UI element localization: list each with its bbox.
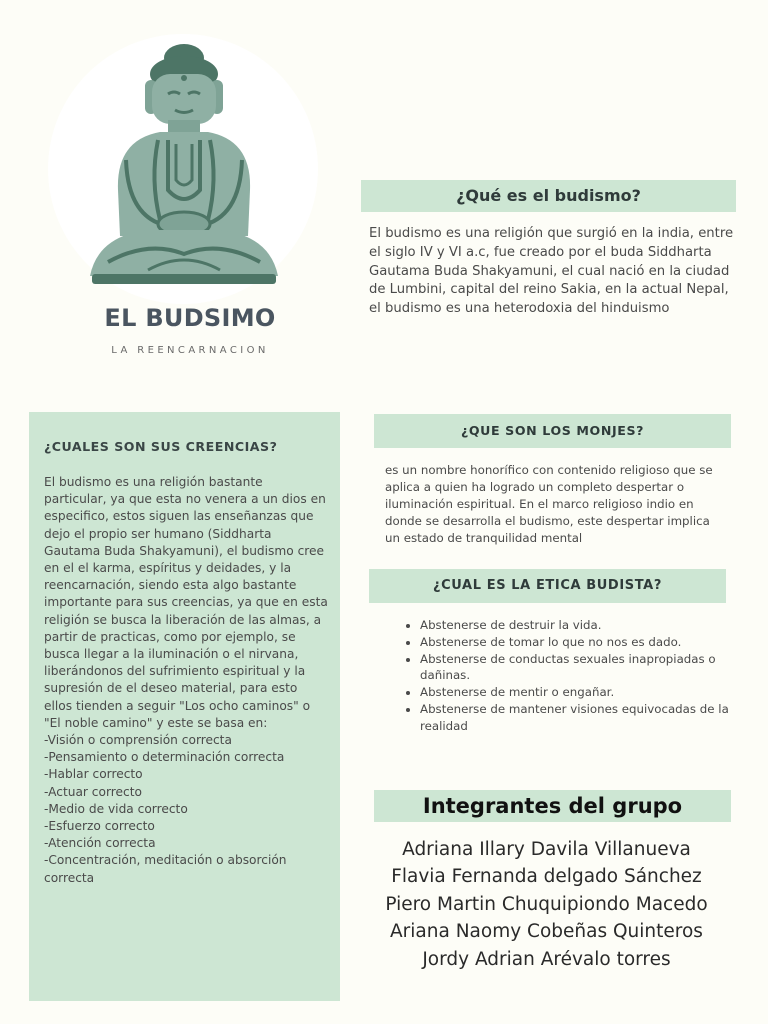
monjes-heading: ¿QUE SON LOS MONJES? bbox=[374, 414, 731, 448]
list-item: • Abstenerse de tomar lo que no nos es dado. bbox=[420, 634, 740, 651]
member-name: Adriana Illary Davila Villanueva bbox=[402, 839, 691, 860]
list-item: • Abstenerse de mentir o engañar. bbox=[420, 684, 740, 701]
list-item: • Abstenerse de destruir la vida. bbox=[420, 617, 740, 634]
que-es-heading: ¿Qué es el budismo? bbox=[361, 180, 736, 212]
etica-heading: ¿CUAL ES LA ETICA BUDISTA? bbox=[369, 569, 726, 603]
page-title: EL BUDSIMO bbox=[104, 304, 276, 332]
member-name: Piero Martin Chuquipiondo Macedo bbox=[385, 893, 708, 915]
member-name: Jordy Adrian Arévalo torres bbox=[422, 948, 671, 970]
list-item: • Abstenerse de conductas sexuales inapropiadas o dañinas. bbox=[420, 651, 740, 685]
que-es-paragraph: El budismo es una religión que surgió en la india, entre el siglo IV y VI a.c, fue creado por el buda Siddharta Gautama Buda Shakyamuni, el cual nació en la ciudad de Lumbini, capital del reino Sakia, en la actual Nepal, el budismo es una heterodoxia del hinduismo bbox=[369, 226, 734, 317]
member-name: Ariana Naomy Cobeñas Quinteros bbox=[390, 921, 703, 943]
monjes-paragraph: es un nombre honorífico con contenido religioso que se aplica a quien ha logrado un completo despertar o iluminación espiritual. En el marco religioso indio en donde se desarrolla el budismo, este despertar implica un estado de tranquilidad mental bbox=[385, 463, 713, 545]
page-subtitle: LA REENCARNACION bbox=[111, 345, 269, 356]
buddha-statue-icon bbox=[88, 40, 280, 284]
list-item: • Abstenerse de mantener visiones equivocadas de la realidad bbox=[420, 701, 740, 735]
grupo-heading: Integrantes del grupo bbox=[374, 790, 731, 822]
creencias-heading: ¿CUALES SON SUS CREENCIAS? bbox=[44, 439, 278, 454]
creencias-paragraph: El budismo es una religión bastante particular, ya que esta no venera a un dios en especifico, estos siguen las enseñanzas que dejo el propio ser humano (Siddharta Gautama Buda Shakyamuni), el budismo cree en el el karma, espíritus y deidades, y la reencarnación, siendo esta algo bastante importante para sus creencias, ya que en esta religión se busca la liberación de las almas, a partir de practicas, como por ejemplo, se busca llegar a la iluminación o el nirvana, liberándonos del sufrimiento espiritual y la supresión de el deseo material, para esto ellos tienden a seguir "Los ocho caminos" o "El noble camino" y este se basa en: -Visión o comprensión correcta -Pensamiento o determinación correcta -Hablar correcto -Actuar correcto -Medio de vida correcto -Esfuerzo correcto -Atención correcta -Concentración, meditación o absorción correcta bbox=[44, 475, 328, 885]
member-name: Flavia Fernanda delgado Sánchez bbox=[391, 866, 702, 888]
member-list bbox=[369, 836, 724, 973]
etica-list bbox=[404, 617, 740, 735]
